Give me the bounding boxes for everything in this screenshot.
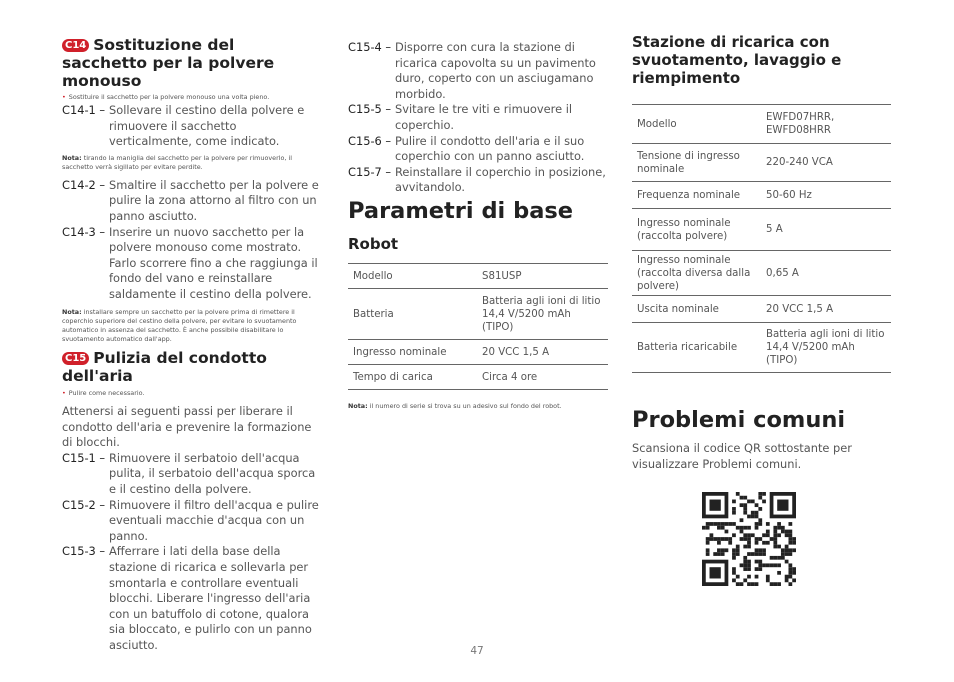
table-value: 20 VCC 1,5 A xyxy=(477,340,608,365)
table-value: 50-60 Hz xyxy=(761,182,891,209)
step-number: C15-6 – xyxy=(348,133,392,148)
table-row xyxy=(348,289,608,340)
parametri-heading: Parametri di base xyxy=(348,198,574,224)
c15-steps xyxy=(62,451,322,654)
c14-steps2 xyxy=(62,178,322,303)
step-text: Afferrare i lati della base della stazione di ricarica e sollevarla per smontarla e controllare eventuali blocchi. Liberare l'ingresso dell'aria con un batuffolo di cotone, qualora sia bloccato, e pulirlo con un panno asciutto. xyxy=(109,544,312,652)
table-row xyxy=(632,209,891,251)
robot-note: Nota: il numero di serie si trova su un adesivo sul fondo del robot. xyxy=(348,402,562,410)
table-key: Batteria ricaricabile xyxy=(632,323,761,373)
step-text: Reinstallare il coperchio in posizione, avvitandolo. xyxy=(395,164,606,195)
table-row xyxy=(632,251,891,296)
table-row xyxy=(348,340,608,365)
c14-steps xyxy=(62,103,322,150)
table-key: Modello xyxy=(348,264,477,289)
table-row xyxy=(632,144,891,182)
table-key: Frequenza nominale xyxy=(632,182,761,209)
step-number: C14-2 – xyxy=(62,177,106,192)
step-item xyxy=(62,225,322,303)
section-c15-badge: C15 xyxy=(62,352,89,365)
section-c15-bullet: • Pulire come necessario. xyxy=(62,389,322,398)
table-value: Batteria agli ioni di litio 14,4 V/5200 mAh (TIPO) xyxy=(477,289,608,340)
table-value: 5 A xyxy=(761,209,891,251)
table-value: 20 VCC 1,5 A xyxy=(761,296,891,323)
step-number: C15-4 – xyxy=(348,40,392,54)
table-key: Ingresso nominale xyxy=(348,340,477,365)
table-key: Modello xyxy=(632,105,761,144)
robot-table xyxy=(348,263,608,390)
table-value: EWFD07HRR, EWFD08HRR xyxy=(761,105,891,144)
table-value: Batteria agli ioni di litio 14,4 V/5200 mAh (TIPO) xyxy=(761,323,891,373)
c14-note1: Nota: tirando la maniglia del sacchetto per la polvere per rimuoverlo, il sacchetto verrà sigillato per evitare perdite. xyxy=(62,153,292,171)
table-key: Uscita nominale xyxy=(632,296,761,323)
station-heading: Stazione di ricarica con svuotamento, lavaggio e riempimento xyxy=(632,33,842,87)
step-text: Sollevare il cestino della polvere e rimuovere il sacchetto verticalmente, come indicato. xyxy=(109,103,305,149)
table-key: Tempo di carica xyxy=(348,365,477,390)
step-number: C14-3 – xyxy=(62,224,106,239)
table-key: Ingresso nominale (raccolta diversa dalla polvere) xyxy=(632,251,761,296)
step-number: C15-7 – xyxy=(348,164,392,179)
table-row xyxy=(348,264,608,289)
step-number: C15-5 – xyxy=(348,102,392,117)
table-value: 0,65 A xyxy=(761,251,891,296)
table-value: 220-240 VCA xyxy=(761,144,891,182)
step-text: Svitare le tre viti e rimuovere il coperchio. xyxy=(395,102,573,132)
table-row xyxy=(632,105,891,144)
section-c15-title: C15 Pulizia del condotto dell'aria xyxy=(62,349,267,385)
step-number: C15-3 – xyxy=(62,544,106,559)
step-item xyxy=(62,451,322,498)
problemi-heading: Problemi comuni xyxy=(632,407,846,433)
c15-steps-continued xyxy=(348,40,608,196)
step-number: C15-2 – xyxy=(62,497,106,512)
table-value: S81USP xyxy=(477,264,608,289)
table-value: Circa 4 ore xyxy=(477,365,608,390)
page-number: 47 xyxy=(470,645,484,657)
step-item xyxy=(348,165,608,196)
section-c15 xyxy=(62,349,322,654)
robot-subheading: Robot xyxy=(348,235,399,253)
section-c15-intro: Attenersi ai seguenti passi per liberare il condotto dell'aria e prevenire la formazione di blocchi. xyxy=(62,404,312,450)
step-text: Rimuovere il filtro dell'acqua e pulire eventuali macchie d'acqua con un panno. xyxy=(109,497,319,543)
step-number: C15-1 – xyxy=(62,450,106,465)
step-text: Inserire un nuovo sacchetto per la polvere monouso come mostrato. Farlo scorrere fino a che raggiunga il fondo del vano e reinstallare saldamente il cestino della polvere. xyxy=(109,224,318,301)
step-item xyxy=(348,102,608,133)
step-item xyxy=(62,498,322,545)
table-row xyxy=(348,365,608,390)
section-c14 xyxy=(62,36,322,344)
table-key: Batteria xyxy=(348,289,477,340)
step-item xyxy=(348,40,608,102)
step-text: Rimuovere il serbatoio dell'acqua pulita, il serbatoio dell'acqua sporca e il cestino della polvere. xyxy=(109,450,316,496)
step-text: Pulire il condotto dell'aria e il suo coperchio con un panno asciutto. xyxy=(395,133,585,164)
table-key: Tensione di ingresso nominale xyxy=(632,144,761,182)
table-row xyxy=(632,323,891,373)
step-text: Disporre con cura la stazione di ricarica capovolta su un pavimento duro, coperto con un asciugamano morbido. xyxy=(395,40,596,101)
table-key: Ingresso nominale (raccolta polvere) xyxy=(632,209,761,251)
section-c14-badge: C14 xyxy=(62,39,89,52)
qr-code-icon[interactable] xyxy=(702,492,796,586)
step-item xyxy=(348,134,608,165)
problemi-text: Scansiona il codice QR sottostante per visualizzare Problemi comuni. xyxy=(632,441,852,471)
table-row xyxy=(632,296,891,323)
step-item xyxy=(62,103,322,150)
step-text: Smaltire il sacchetto per la polvere e pulire la zona attorno al filtro con un panno asciutto. xyxy=(109,177,319,223)
section-c14-title: C14 Sostituzione del sacchetto per la polvere monouso xyxy=(62,36,275,90)
section-c14-bullet: • Sostituire il sacchetto per la polvere monouso una volta pieno. xyxy=(62,93,322,102)
c14-note2: Nota: installare sempre un sacchetto per la polvere prima di rimettere il coperchio superiore del cestino della polvere, per evitare lo svuotamento automatico in assenza del sacchetto. È anche possibile disabilitare lo svuotamento automatico dall'app. xyxy=(62,307,297,343)
step-number: C14-1 – xyxy=(62,103,106,117)
step-item xyxy=(62,544,322,653)
table-row xyxy=(632,182,891,209)
step-item xyxy=(62,178,322,225)
station-table xyxy=(632,104,891,373)
